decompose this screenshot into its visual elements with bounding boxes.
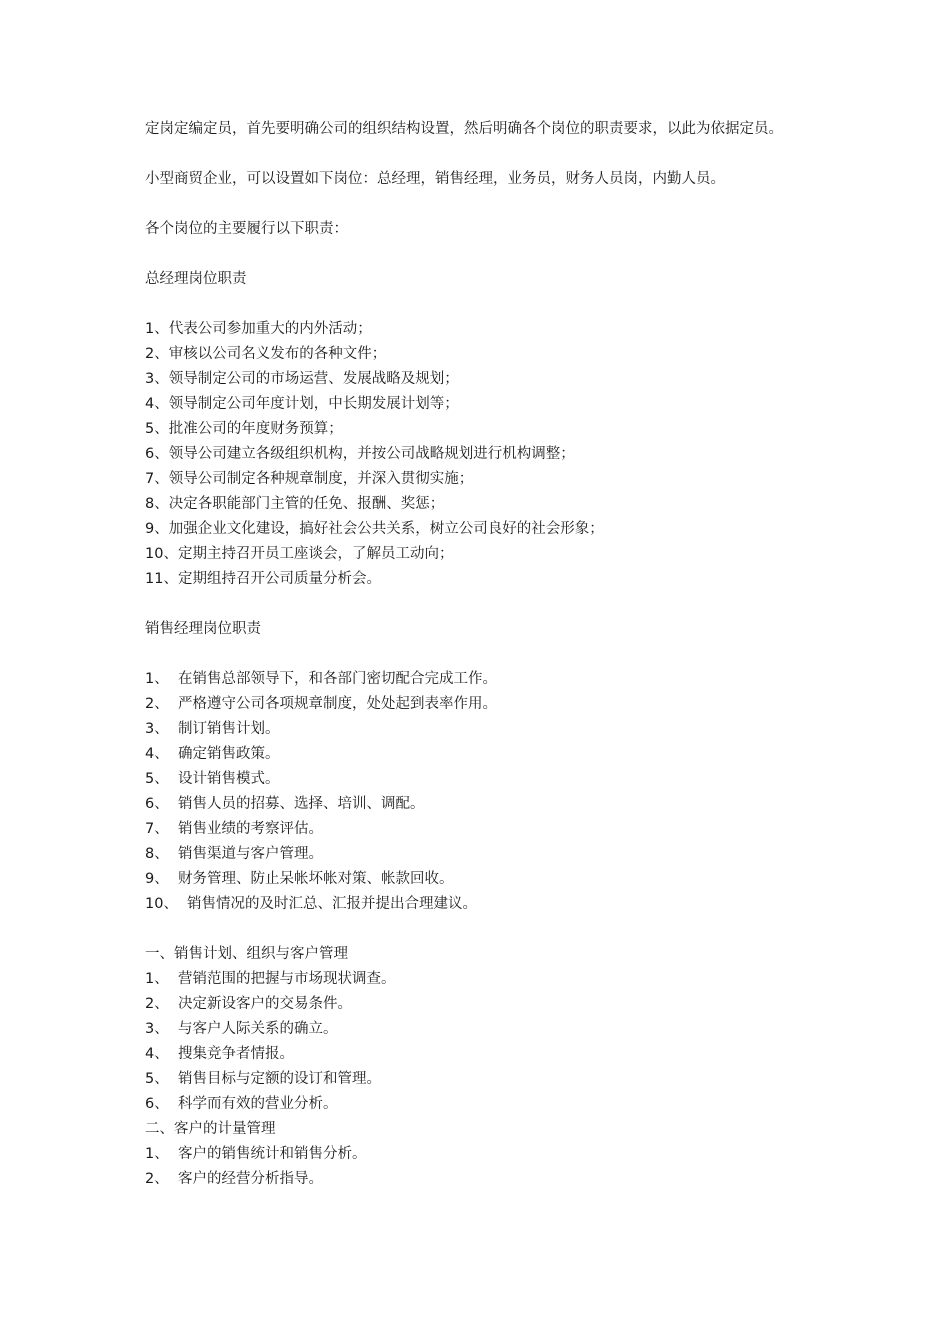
item-text: 领导制定公司年度计划，中长期发展计划等； (168, 396, 459, 412)
item-number: 1、 (145, 971, 169, 987)
item-text: 决定新设客户的交易条件。 (178, 996, 352, 1012)
item-number: 5、 (145, 421, 169, 437)
sm-duty-list (145, 667, 817, 917)
item-text: 销售情况的及时汇总、汇报并提出合理建议。 (187, 896, 477, 912)
list-item (145, 967, 817, 992)
spacer (145, 142, 817, 167)
sm-heading: 销售经理岗位职责 (145, 621, 261, 637)
item-text: 销售业绩的考察评估。 (178, 821, 323, 837)
list-item (145, 542, 817, 567)
item-text: 销售人员的招募、选择、培训、调配。 (178, 796, 425, 812)
item-number: 1、 (145, 1146, 169, 1162)
spacer (145, 592, 817, 617)
item-text: 与客户人际关系的确立。 (178, 1021, 338, 1037)
spacer (145, 292, 817, 317)
item-text: 领导制定公司的市场运营、发展战略及规划； (168, 371, 459, 387)
item-text: 领导公司制定各种规章制度，并深入贯彻实施； (168, 471, 474, 487)
part2-list (145, 1142, 817, 1192)
gm-heading: 总经理岗位职责 (145, 271, 247, 287)
item-number: 2、 (145, 346, 169, 362)
list-item (145, 867, 817, 892)
item-text: 加强企业文化建设，搞好社会公共关系，树立公司良好的社会形象； (168, 521, 604, 537)
list-item (145, 992, 817, 1017)
item-text: 确定销售政策。 (178, 746, 280, 762)
list-item (145, 342, 817, 367)
item-number: 2、 (145, 696, 169, 712)
list-item (145, 417, 817, 442)
list-item (145, 692, 817, 717)
item-number: 4、 (145, 396, 169, 412)
item-number: 3、 (145, 1021, 169, 1037)
part1-heading: 一、销售计划、组织与客户管理 (145, 946, 348, 962)
list-item (145, 892, 817, 917)
list-item (145, 817, 817, 842)
item-text: 定期组持召开公司质量分析会。 (177, 571, 381, 587)
list-item (145, 842, 817, 867)
list-item (145, 667, 817, 692)
list-item (145, 317, 817, 342)
item-text: 销售渠道与客户管理。 (178, 846, 323, 862)
item-text: 审核以公司名义发布的各种文件； (168, 346, 387, 362)
part2-heading: 二、客户的计量管理 (145, 1121, 276, 1137)
list-item (145, 717, 817, 742)
spacer (145, 642, 817, 667)
spacer (145, 192, 817, 217)
item-number: 10、 (145, 896, 178, 912)
item-number: 8、 (145, 496, 169, 512)
list-item (145, 1092, 817, 1117)
spacer (145, 917, 817, 942)
list-item (145, 492, 817, 517)
item-text: 客户的销售统计和销售分析。 (178, 1146, 367, 1162)
gm-duty-list (145, 317, 817, 592)
item-text: 代表公司参加重大的内外活动； (168, 321, 372, 337)
intro-paragraph-1: 定岗定编定员，首先要明确公司的组织结构设置，然后明确各个岗位的职责要求，以此为依据定员。 (145, 121, 783, 137)
item-number: 9、 (145, 521, 169, 537)
item-text: 决定各职能部门主管的任免、报酬、奖惩； (168, 496, 445, 512)
list-item (145, 392, 817, 417)
item-number: 9、 (145, 871, 169, 887)
part1-list (145, 967, 817, 1117)
item-number: 2、 (145, 996, 169, 1012)
item-number: 1、 (145, 671, 169, 687)
item-text: 科学而有效的营业分析。 (178, 1096, 338, 1112)
list-item (145, 517, 817, 542)
item-text: 客户的经营分析指导。 (178, 1171, 323, 1187)
intro-paragraph-2: 小型商贸企业，可以设置如下岗位：总经理，销售经理，业务员，财务人员岗，内勤人员。 (145, 171, 725, 187)
item-number: 6、 (145, 796, 169, 812)
item-text: 销售目标与定额的设订和管理。 (178, 1071, 381, 1087)
item-text: 营销范围的把握与市场现状调查。 (178, 971, 396, 987)
item-number: 10、 (145, 546, 178, 562)
intro-paragraph-3: 各个岗位的主要履行以下职责： (145, 221, 348, 237)
item-number: 7、 (145, 471, 169, 487)
item-number: 11、 (145, 571, 178, 587)
list-item (145, 742, 817, 767)
list-item (145, 1017, 817, 1042)
list-item (145, 467, 817, 492)
list-item (145, 1042, 817, 1067)
spacer (145, 242, 817, 267)
item-number: 5、 (145, 771, 169, 787)
item-text: 设计销售模式。 (178, 771, 280, 787)
document-body (145, 117, 817, 1192)
item-number: 2、 (145, 1171, 169, 1187)
item-number: 6、 (145, 446, 169, 462)
item-text: 领导公司建立各级组织机构，并按公司战略规划进行机构调整； (168, 446, 575, 462)
item-text: 搜集竞争者情报。 (178, 1046, 294, 1062)
item-number: 6、 (145, 1096, 169, 1112)
item-text: 制订销售计划。 (178, 721, 280, 737)
item-text: 严格遵守公司各项规章制度，处处起到表率作用。 (178, 696, 497, 712)
item-number: 3、 (145, 721, 169, 737)
list-item (145, 567, 817, 592)
list-item (145, 442, 817, 467)
item-number: 1、 (145, 321, 169, 337)
item-number: 4、 (145, 1046, 169, 1062)
list-item (145, 367, 817, 392)
list-item (145, 792, 817, 817)
item-number: 7、 (145, 821, 169, 837)
item-number: 8、 (145, 846, 169, 862)
item-number: 5、 (145, 1071, 169, 1087)
list-item (145, 1167, 817, 1192)
item-text: 定期主持召开员工座谈会，了解员工动向； (177, 546, 454, 562)
item-text: 财务管理、防止呆帐坏帐对策、帐款回收。 (178, 871, 454, 887)
list-item (145, 1067, 817, 1092)
item-text: 在销售总部领导下，和各部门密切配合完成工作。 (178, 671, 497, 687)
item-text: 批准公司的年度财务预算； (168, 421, 343, 437)
item-number: 4、 (145, 746, 169, 762)
list-item (145, 767, 817, 792)
item-number: 3、 (145, 371, 169, 387)
list-item (145, 1142, 817, 1167)
